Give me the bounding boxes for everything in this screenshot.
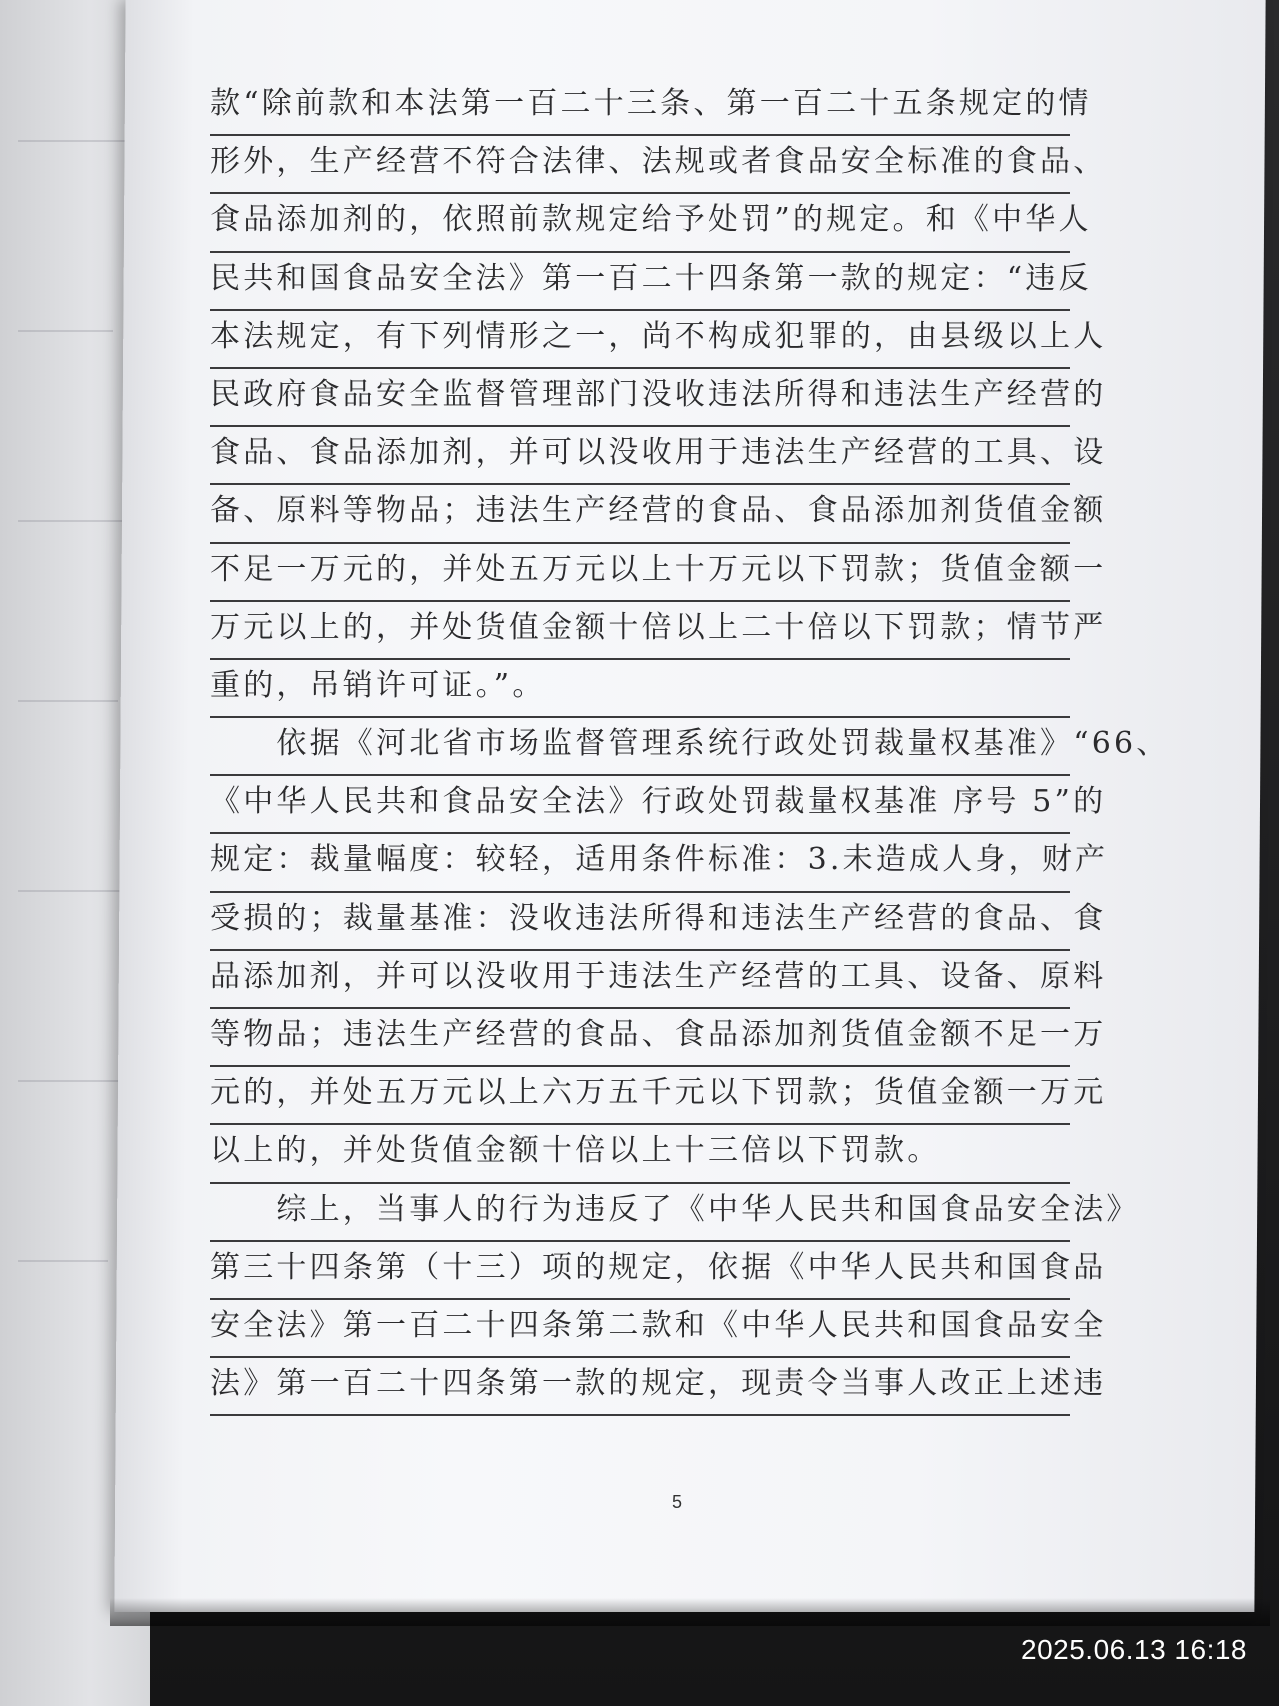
text-line: 民共和国食品安全法》第一百二十四条第一款的规定：“违反: [210, 253, 1070, 311]
text-line: 品添加剂，并可以没收用于违法生产经营的工具、设备、原料: [210, 951, 1070, 1009]
text-line: 万元以上的，并处货值金额十倍以上二十倍以下罚款；情节严: [210, 602, 1070, 660]
ghost-text-line: [18, 140, 128, 142]
text-line: 元的，并处五万元以上六万五千元以下罚款；货值金额一万元: [210, 1067, 1070, 1125]
page-number: 5: [672, 1492, 683, 1512]
text-line: 食品、食品添加剂，并可以没收用于违法生产经营的工具、设: [210, 427, 1070, 485]
text-line: 综上，当事人的行为违反了《中华人民共和国食品安全法》: [210, 1184, 1070, 1242]
ghost-text-line: [18, 890, 133, 892]
ghost-text-line: [18, 520, 138, 522]
page-bottom-shadow: [110, 1598, 1270, 1626]
text-line: 等物品；违法生产经营的食品、食品添加剂货值金额不足一万: [210, 1009, 1070, 1067]
text-line: 以上的，并处货值金额十倍以上十三倍以下罚款。: [210, 1125, 1070, 1183]
text-line: 第三十四条第（十三）项的规定，依据《中华人民共和国食品: [210, 1242, 1070, 1300]
text-line: 法》第一百二十四条第一款的规定，现责令当事人改正上述违: [210, 1358, 1070, 1416]
text-line: 依据《河北省市场监督管理系统行政处罚裁量权基准》“66、: [210, 718, 1070, 776]
text-line: 受损的；裁量基准：没收违法所得和违法生产经营的食品、食: [210, 893, 1070, 951]
photo-timestamp: 2025.06.13 16:18: [1021, 1634, 1247, 1665]
text-line: 款“除前款和本法第一百二十三条、第一百二十五条规定的情: [210, 78, 1070, 136]
text-line: 规定：裁量幅度：较轻，适用条件标准：3.未造成人身，财产: [210, 834, 1070, 892]
text-line: 备、原料等物品；违法生产经营的食品、食品添加剂货值金额: [210, 485, 1070, 543]
ghost-text-line: [18, 330, 113, 332]
text-line: 形外，生产经营不符合法律、法规或者食品安全标准的食品、: [210, 136, 1070, 194]
ghost-text-line: [18, 1080, 123, 1082]
text-line: 《中华人民共和食品安全法》行政处罚裁量权基准 序号 5”的: [210, 776, 1070, 834]
text-line: 食品添加剂的，依照前款规定给予处罚”的规定。和《中华人: [210, 194, 1070, 252]
text-line: 不足一万元的，并处五万元以上十万元以下罚款；货值金额一: [210, 544, 1070, 602]
ghost-text-line: [18, 700, 118, 702]
text-line: 重的，吊销许可证。”。: [210, 660, 1070, 718]
text-line: 安全法》第一百二十四条第二款和《中华人民共和国食品安全: [210, 1300, 1070, 1358]
text-line: 民政府食品安全监督管理部门没收违法所得和违法生产经营的: [210, 369, 1070, 427]
text-line: 本法规定，有下列情形之一，尚不构成犯罪的，由县级以上人: [210, 311, 1070, 369]
document-body-text: [210, 78, 1170, 1416]
ghost-text-line: [18, 1260, 108, 1262]
